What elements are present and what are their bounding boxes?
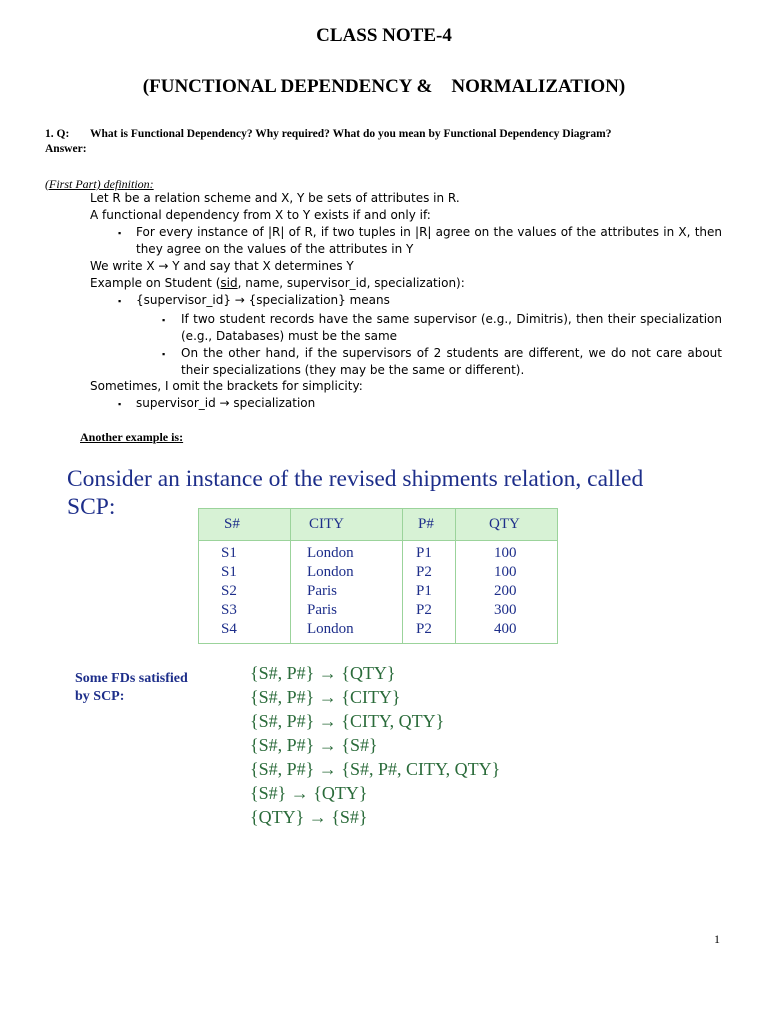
question-text: What is Functional Dependency? Why required? What do you mean by Functional Dependency Diagram? <box>90 128 612 140</box>
table-divider <box>455 508 456 644</box>
definition-heading: (First Part) definition: <box>45 177 154 191</box>
consider-line-2: SCP: <box>67 494 116 520</box>
fd-item: {S#, P#} → {S#} <box>250 735 378 755</box>
table-column-p: P1 P2 P1 P2 P2 <box>416 545 432 637</box>
page-subtitle: (FUNCTIONAL DEPENDENCY & NORMALIZATION) <box>142 76 626 97</box>
fd-item: {S#, P#} → {QTY} <box>250 663 396 683</box>
fds-label: Some FDs satisfied by SCP: <box>75 671 188 704</box>
consider-line-1: Consider an instance of the revised shipments relation, called <box>67 466 644 492</box>
example-prefix: Example on Student ( <box>90 276 221 290</box>
bullet-icon: ▪ <box>162 315 166 325</box>
another-example-heading: Another example is: <box>80 430 184 444</box>
definition-line-5: Sometimes, I omit the brackets for simplicity: <box>90 379 363 393</box>
definition-sub-bullet-1: If two student records have the same supervisor (e.g., Dimitris), then their specialization (e.g., Databases) must be the same <box>181 312 722 343</box>
definition-line-4 <box>90 275 465 292</box>
fd-item: {S#, P#} → {CITY} <box>250 687 401 707</box>
example-suffix: , name, supervisor_id, specialization): <box>237 276 465 290</box>
table-column-city: London London Paris Paris London <box>307 545 354 637</box>
fd-item: {S#, P#} → {S#, P#, CITY, QTY} <box>250 759 501 779</box>
definition-bullet-2: {supervisor_id} → {specialization} means <box>136 293 390 307</box>
table-header-qty: QTY <box>489 516 520 532</box>
table-divider <box>290 508 291 644</box>
bullet-icon: ▪ <box>118 399 122 409</box>
page-number: 1 <box>714 932 720 946</box>
definition-bullet-1: For every instance of |R| of R, if two tuples in |R| agree on the values of the attributes in X, then they agree on the values of the attributes in Y <box>136 225 722 256</box>
bullet-icon: ▪ <box>118 296 122 306</box>
fd-item: {S#} → {QTY} <box>250 783 368 803</box>
definition-line-2: A functional dependency from X to Y exists if and only if: <box>90 208 431 222</box>
definition-sub-bullet-2: On the other hand, if the supervisors of 2 students are different, we do not care about their specializations (they may be the same or different). <box>181 346 722 377</box>
question-label: 1. Q: <box>45 128 70 140</box>
table-header-city: CITY <box>309 516 344 532</box>
definition-line-1: Let R be a relation scheme and X, Y be sets of attributes in R. <box>90 191 460 205</box>
table-header-s: S# <box>224 516 240 532</box>
page-title: CLASS NOTE-4 <box>316 25 452 46</box>
definition-line-3: We write X → Y and say that X determines Y <box>90 259 354 273</box>
example-key: sid <box>220 276 238 290</box>
fd-item: {QTY} → {S#} <box>250 807 368 827</box>
table-column-qty: 100 100 200 300 400 <box>494 545 517 637</box>
table-column-s: S1 S1 S2 S3 S4 <box>221 545 237 637</box>
table-divider <box>402 508 403 644</box>
definition-bullet-3: supervisor_id → specialization <box>136 396 316 410</box>
bullet-icon: ▪ <box>118 228 122 238</box>
answer-label: Answer: <box>45 143 87 155</box>
bullet-icon: ▪ <box>162 349 166 359</box>
fd-item: {S#, P#} → {CITY, QTY} <box>250 711 445 731</box>
question <box>45 128 612 140</box>
table-header-p: P# <box>418 516 434 532</box>
